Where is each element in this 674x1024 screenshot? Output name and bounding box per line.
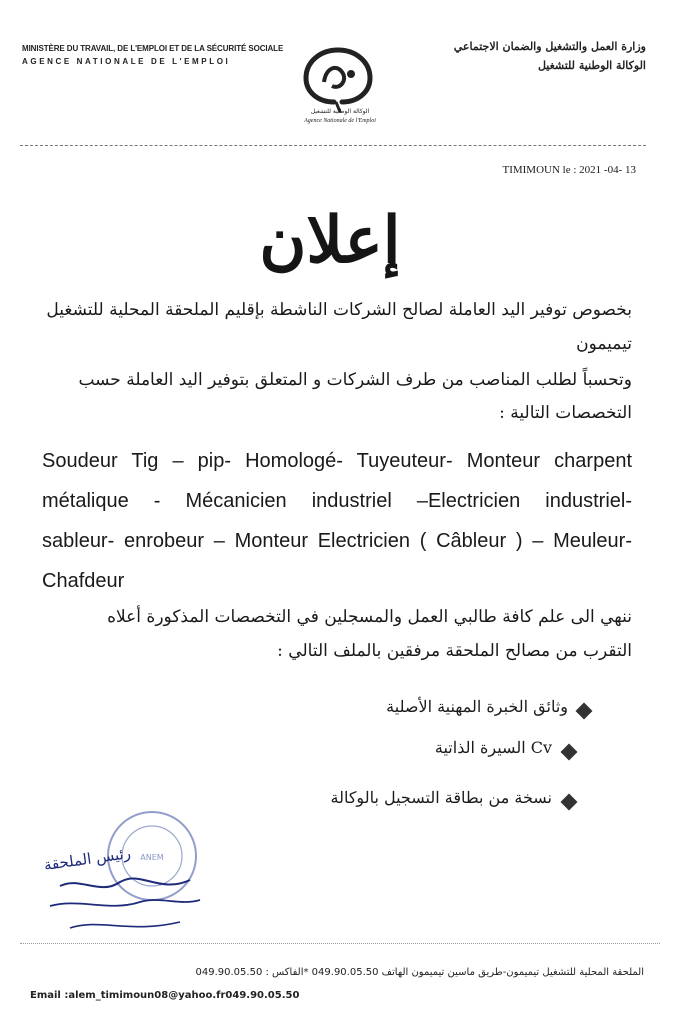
specialties-list [42,441,632,601]
signature-title: رئيس الملحقة [42,844,132,875]
header-french [22,44,282,66]
notice-line-1: ننهي الى علم كافة طالبي العمل والمسجلين في التخصصات المذكورة أعلاه [107,607,632,627]
specialties-line: sableur- enrobeur – Monteur Electricien ( Câbleur ) – Meuleur- [42,530,632,552]
intro-line-2: التخصصات التالية : [499,403,632,423]
title-text: إعلان [259,203,401,278]
subject-line-1: بخصوص توفير اليد العاملة لصالح الشركات الناشطة بإقليم الملحقة المحلية للتشغيل [46,300,632,320]
official-stamp [40,806,210,946]
agency-name-fr: AGENCE NATIONALE DE L'EMPLOI [22,57,231,66]
specialties-line: Soudeur Tig – pip- Homologé- Tuyeuteur- Monteur charpent [42,450,632,472]
svg-text:ANEM: ANEM [140,853,164,862]
header-arabic [396,40,646,72]
specialties-line: Chafdeur [42,570,125,592]
agency-logo [296,38,380,130]
footer-address: الملحقة المحلية للتشغيل تيميمون-طريق ماسين تيميمون الهاتف 049.90.05.50 *الفاكس : 049.90.05.50 [195,967,644,978]
document-title [170,200,490,285]
bullet-diamond-icon [561,744,578,761]
logo-caption-fr: Agence Nationale de l'Emploi [304,118,376,124]
footer-email: Email :alem_timimoun08@yahoo.fr049.90.05.50 [30,990,300,1001]
agency-name-ar: الوكالة الوطنية للتشغيل [537,59,646,72]
document-item: نسخة من بطاقة التسجيل بالوكالة [330,788,552,807]
header-divider [20,145,646,146]
subject-line-2: تيميمون [576,334,632,354]
intro-line-1: وتحسباً لطلب المناصب من طرف الشركات و المتعلق بتوفير اليد العاملة حسب [78,370,632,390]
document-item: Cv السيرة الذاتية [434,738,552,757]
logo-caption-ar: الوكالة الوطنية للتشغيل [310,108,370,115]
ministry-name-fr: MINISTÈRE DU TRAVAIL, DE L'EMPLOI ET DE LA SÉCURITÉ SOCIALE [22,44,284,53]
bullet-diamond-icon [576,703,593,720]
ministry-name-ar: وزارة العمل والتشغيل والضمان الاجتماعي [453,40,646,53]
notice-line-2: التقرب من مصالح الملحقة مرفقين بالملف التالي : [277,641,632,661]
document-date: TIMIMOUN le : 2021 -04- 13 [502,164,636,176]
bullet-diamond-icon [561,794,578,811]
document-item: وثائق الخبرة المهنية الأصلية [386,697,568,716]
footer-divider [20,943,660,944]
specialties-line: métalique - Mécanicien industriel –Electricien industriel- [42,490,632,512]
